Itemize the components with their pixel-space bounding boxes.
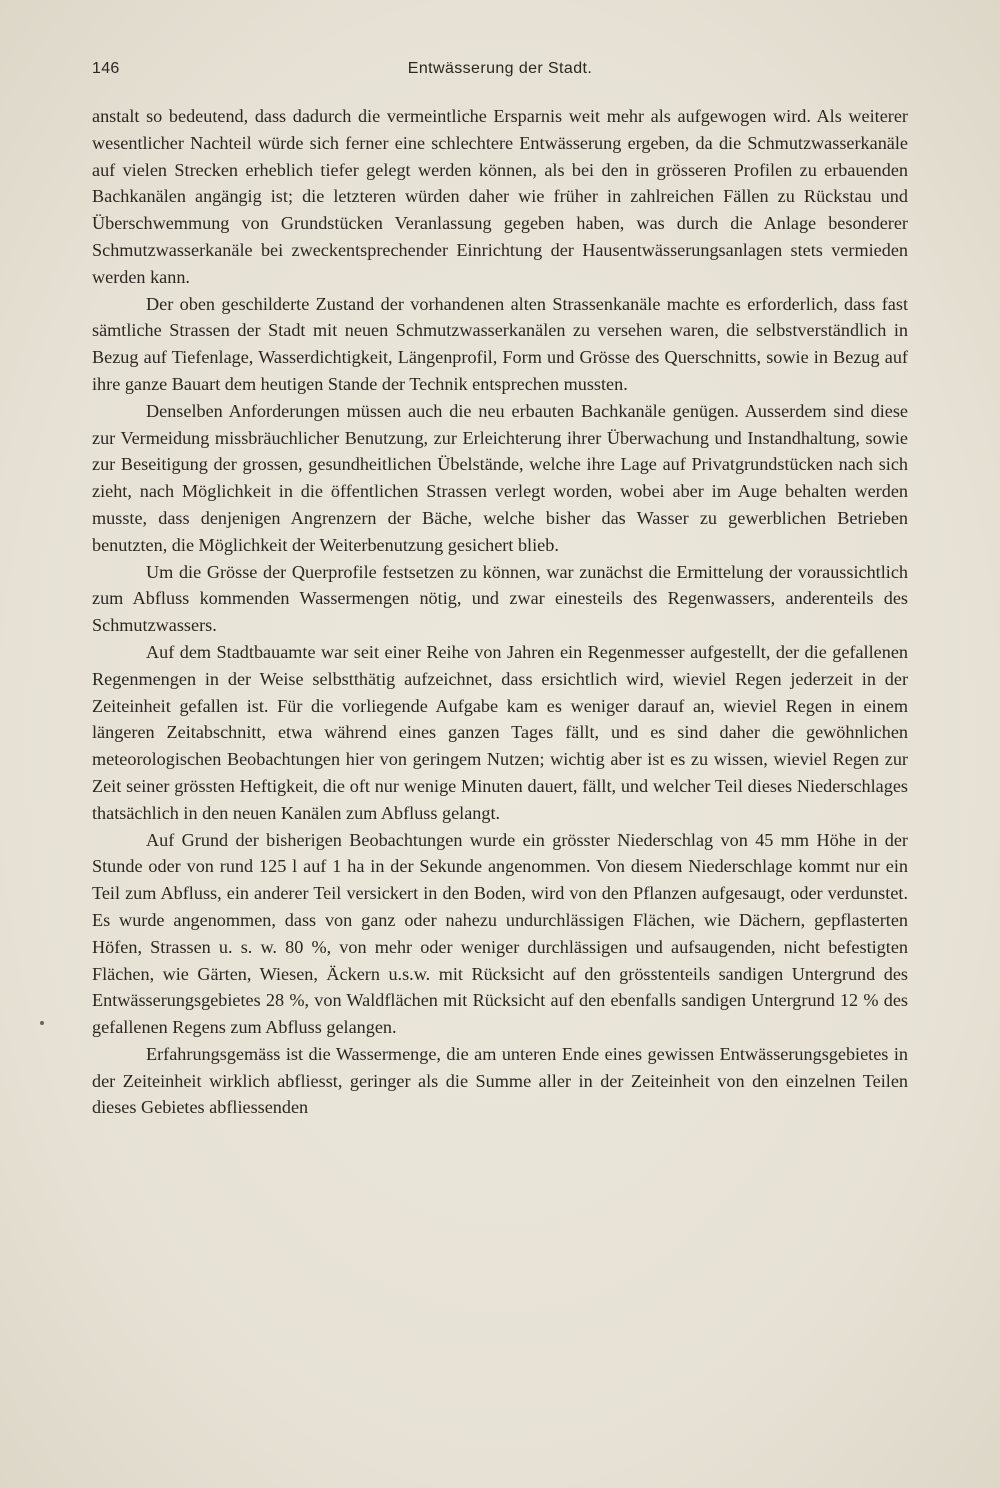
- paragraph: Auf dem Stadtbauamte war seit einer Reihe von Jahren ein Regenmesser aufgestellt, der die gefallenen Regenmengen in der Weise selbstthätig aufzeichnet, dass ersichtlich wird, wieviel Regen jederzeit in der Zeiteinheit gefallen ist. Für die vorliegende Aufgabe kam es weniger darauf an, wieviel Regen in einem längeren Zeitabschnitt, etwa während eines ganzen Tages fällt, und es sind daher die gewöhnlichen meteorologischen Beobachtungen hier von geringem Nutzen; wichtig aber ist es zu wissen, wieviel Regen zur Zeit seiner grössten Heftigkeit, die oft nur wenige Minuten dauert, fällt, und welcher Teil dieses Niederschlages thatsächlich in den neuen Kanälen zum Abfluss gelangt.: [92, 641, 908, 823]
- paragraph: Der oben geschilderte Zustand der vorhandenen alten Strassenkanäle machte es erforderlich, dass fast sämtliche Strassen der Stadt mit neuen Schmutzwasserkanälen zu versehen waren, die selbstverständlich in Bezug auf Tiefenlage, Wasserdichtigkeit, Längenprofil, Form und Grösse des Querschnitts, sowie in Bezug auf ihre ganze Bauart dem heutigen Stande der Technik entsprechen mussten.: [92, 293, 908, 394]
- running-title: Entwässerung der Stadt.: [407, 60, 593, 77]
- paragraph: Erfahrungsgemäss ist die Wassermenge, die am unteren Ende eines gewissen Entwässerungsgebietes in der Zeiteinheit wirklich abfliesst, geringer als die Summe aller in der Zeiteinheit von den einzelnen Teilen dieses Gebietes abfliessenden: [92, 1043, 908, 1118]
- paragraph: Auf Grund der bisherigen Beobachtungen wurde ein grösster Niederschlag von 45 mm Höhe in der Stunde oder von rund 125 l auf 1 ha in der Sekunde angenommen. Von diesem Niederschlage kommt nur ein Teil zum Abfluss, ein anderer Teil versickert in den Boden, wird von den Pflanzen aufgesaugt, oder verdunstet. Es wurde angenommen, dass von ganz oder nahezu undurchlässigen Flächen, wie Dächern, gepflasterten Höfen, Strassen u. s. w. 80 %, von mehr oder weniger durchlässigen und aufsaugenden, nicht befestigten Flächen, wie Gärten, Wiesen, Äckern u.s.w. mit Rücksicht auf den grösstenteils sandigen Untergrund des Entwässerungsgebietes 28 %, von Waldflächen mit Rücksicht auf den ebenfalls sandigen Untergrund 12 % des gefallenen Regens zum Abfluss gelangen.: [92, 829, 908, 1038]
- margin-mark: [40, 1021, 44, 1025]
- page-number: 146: [92, 60, 120, 77]
- running-head: [92, 56, 908, 86]
- paragraph: Denselben Anforderungen müssen auch die neu erbauten Bachkanäle genügen. Ausserdem sind diese zur Vermeidung missbräuchlicher Benutzung, zur Erleichterung ihrer Überwachung und Instandhaltung, sowie zur Beseitigung der grossen, gesundheitlichen Übelstände, welche ihre Lage auf Privatgrundstücken nach sich zieht, nach Möglichkeit in die öffentlichen Strassen verlegt worden, wobei aber im Auge behalten werden musste, dass denjenigen Angrenzern der Bäche, welche bisher das Wasser zu gewerblichen Betrieben benutzten, die Möglichkeit der Weiterbenutzung gesichert blieb.: [92, 400, 908, 555]
- body-text: [92, 103, 908, 1121]
- paragraph-continuation: anstalt so bedeutend, dass dadurch die vermeintliche Ersparnis weit mehr als aufgewogen wird. Als weiterer wesentlicher Nachteil würde sich ferner eine schlechtere Entwässerung ergeben, da die Schmutzwasserkanäle auf vielen Strecken erheblich tiefer gelegt werden können, als bei den in grösseren Profilen zu erbauenden Bachkanälen angängig ist; die letzteren würden daher wie früher in zahlreichen Fällen zu Rückstau und Überschwemmung von Grundstücken Veranlassung gegeben haben, was durch die Anlage besonderer Schmutzwasserkanäle bei zweckentsprechender Einrichtung der Hausentwässerungsanlagen stets vermieden werden kann.: [92, 106, 908, 287]
- paragraph: Um die Grösse der Querprofile festsetzen zu können, war zunächst die Ermittelung der voraussichtlich zum Abfluss kommenden Wassermengen nötig, und zwar einesteils des Regenwassers, anderenteils des Schmutzwassers.: [92, 561, 908, 636]
